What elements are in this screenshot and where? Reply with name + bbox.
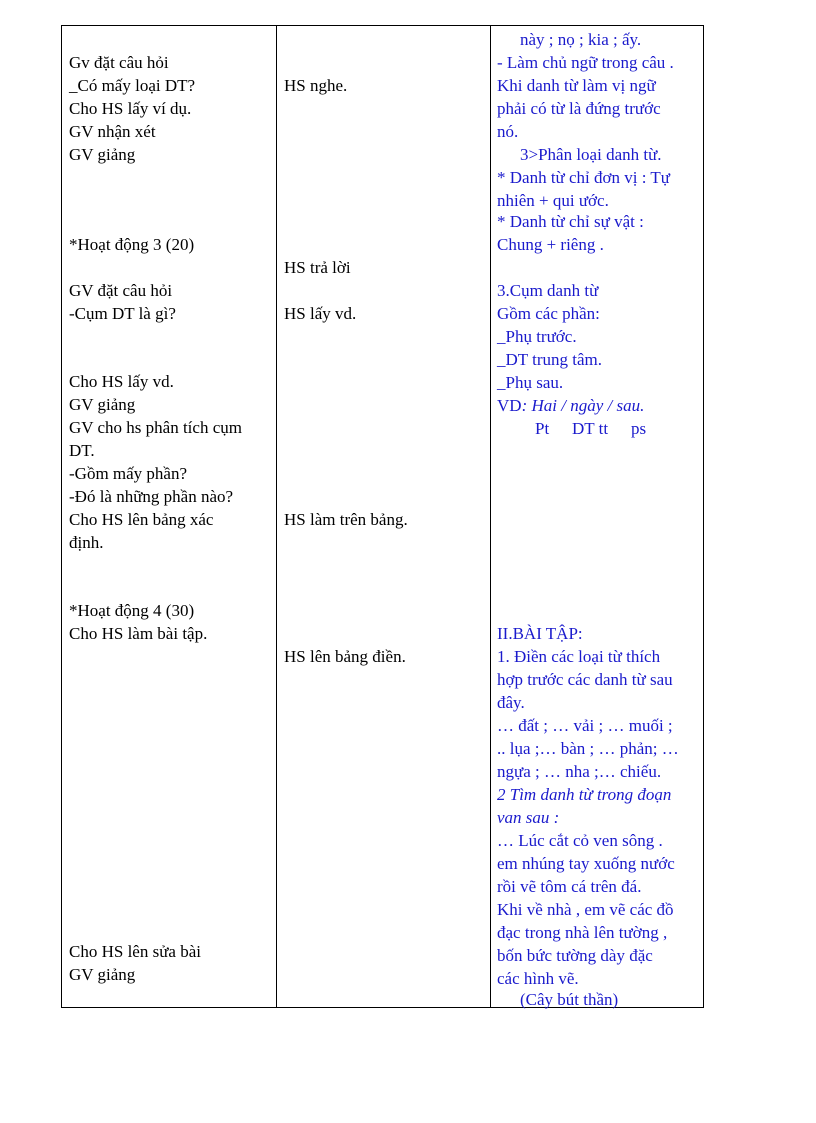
content-line: .. lụa ;… bàn ; … phản; … <box>497 739 679 758</box>
teacher-activity-line: Cho HS lên bảng xác <box>69 510 214 529</box>
content-line: … đất ; … vải ; … muối ; <box>497 716 673 735</box>
content-line: các hình vẽ. <box>497 969 579 988</box>
content-line: _DT trung tâm. <box>497 350 602 369</box>
teacher-activity-line: -Gồm mấy phần? <box>69 464 188 483</box>
teacher-activity-line: -Đó là những phần nào? <box>69 487 234 506</box>
content-line: phải có từ là đứng trước <box>497 99 661 118</box>
teacher-activity-line: Gv đặt câu hỏi <box>69 53 169 72</box>
content-line: 2 Tìm danh từ trong đoạn <box>497 785 672 804</box>
content-line: van sau : <box>497 808 560 827</box>
teacher-activity-line: Cho HS làm bài tập. <box>69 624 208 643</box>
content-line: em nhúng tay xuống nước <box>497 854 675 873</box>
teacher-activity-line: định. <box>69 533 104 552</box>
teacher-activity-line: GV đặt câu hỏi <box>69 281 173 300</box>
content-line: đây. <box>497 693 525 712</box>
student-activity-line: HS nghe. <box>284 76 348 95</box>
activity-heading: *Hoạt động 4 (30) <box>69 601 195 620</box>
example-annotation: ps <box>631 419 647 438</box>
example-phrase: : Hai / ngày / sau. <box>521 396 645 415</box>
example-annotation: Pt <box>535 419 550 438</box>
student-activity-line: HS lấy vd. <box>284 304 357 323</box>
source-citation: (Cây bút thần) <box>520 990 619 1009</box>
teacher-activity-line: DT. <box>69 441 95 460</box>
content-line: … Lúc cắt cỏ ven sông . <box>497 831 663 850</box>
content-line: đạc trong nhà lên tường , <box>497 923 668 942</box>
teacher-activity-line: Cho HS lên sửa bài <box>69 942 201 961</box>
teacher-activity-line: Cho HS lấy ví dụ. <box>69 99 192 118</box>
teacher-activity-line: -Cụm DT là gì? <box>69 304 176 323</box>
content-line: hợp trước các danh từ sau <box>497 670 673 689</box>
content-line: Khi về nhà , em vẽ các đồ <box>497 900 674 919</box>
content-line: Chung + riêng . <box>497 235 604 254</box>
example-label: VD <box>497 396 522 415</box>
section-heading: II.BÀI TẬP: <box>497 624 583 643</box>
content-line: ngựa ; … nha ;… chiếu. <box>497 762 662 781</box>
student-activity-line: HS trả lời <box>284 258 351 277</box>
content-line: Khi danh từ làm vị ngữ <box>497 76 656 95</box>
teacher-activity-line: GV giảng <box>69 145 136 164</box>
example-annotation: DT tt <box>572 419 609 438</box>
teacher-activity-line: GV giảng <box>69 395 136 414</box>
student-activity-line: HS lên bảng điền. <box>284 647 406 666</box>
content-line: _Phụ trước. <box>497 327 577 346</box>
teacher-activity-line: GV giảng <box>69 965 136 984</box>
content-line: _Phụ sau. <box>497 373 564 392</box>
student-activity-line: HS làm trên bảng. <box>284 510 408 529</box>
section-heading: 3>Phân loại danh từ. <box>520 145 662 164</box>
content-line: này ; nọ ; kia ; ấy. <box>520 30 642 49</box>
content-line: - Làm chủ ngữ trong câu . <box>497 53 674 72</box>
teacher-activity-line: Cho HS lấy vd. <box>69 372 174 391</box>
content-line: Gồm các phần: <box>497 304 600 323</box>
teacher-activity-line: GV nhận xét <box>69 122 156 141</box>
teacher-activity-line: GV cho hs phân tích cụm <box>69 418 242 437</box>
content-line: nhiên + qui ước. <box>497 191 609 210</box>
content-line: * Danh từ chỉ sự vật : <box>497 212 644 231</box>
activity-heading: *Hoạt động 3 (20) <box>69 235 195 254</box>
teacher-activity-line: _Có mấy loại DT? <box>69 76 196 95</box>
content-line: rồi vẽ tôm cá trên đá. <box>497 877 642 896</box>
column-divider <box>490 26 491 1007</box>
content-line: bốn bức tường dày đặc <box>497 946 653 965</box>
example-line <box>497 394 644 417</box>
section-heading: 3.Cụm danh từ <box>497 281 599 300</box>
content-line: * Danh từ chỉ đơn vị : Tự <box>497 168 671 187</box>
content-line: nó. <box>497 122 519 141</box>
lesson-table <box>61 25 704 1008</box>
content-line: 1. Điền các loại từ thích <box>497 647 661 666</box>
column-divider <box>276 26 277 1007</box>
